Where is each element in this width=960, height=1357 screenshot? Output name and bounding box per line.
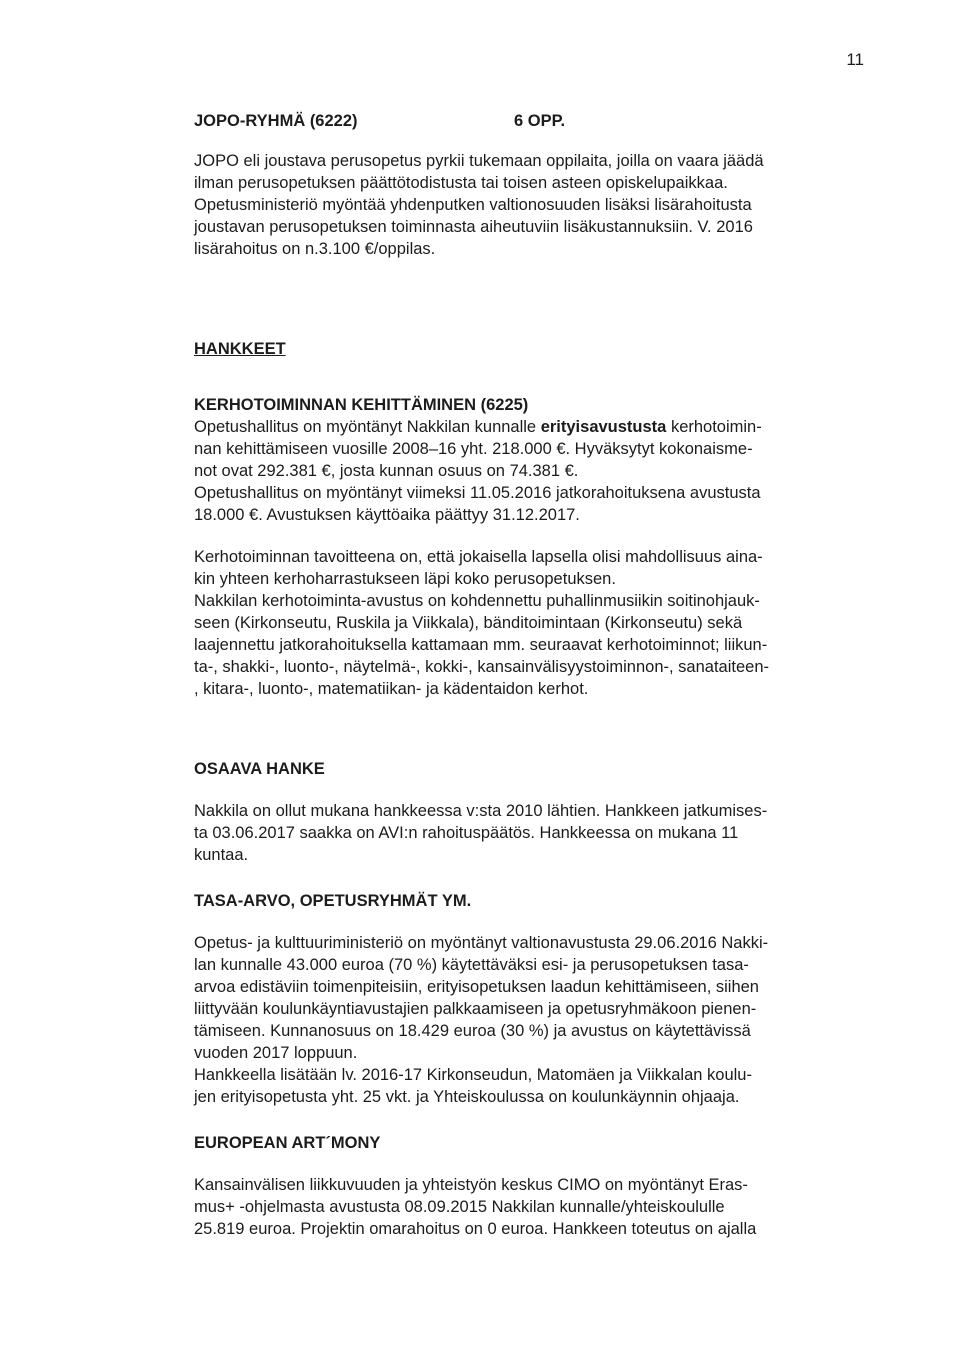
jopo-heading [194,110,870,132]
kerho-title: KERHOTOIMINNAN KEHITTÄMINEN (6225) [194,396,529,414]
hankkeet-heading: HANKKEET [194,340,286,358]
tasa-arvo-title: TASA-ARVO, OPETUSRYHMÄT YM. [194,892,472,910]
kerho-p1-start: Opetushallitus on myöntänyt Nakkilan kunnalle [194,418,541,436]
osaava-title: OSAAVA HANKE [194,760,325,778]
osaava-paragraph: Nakkila on ollut mukana hankkeessa v:sta 2010 lähtien. Hankkeen jatkumises- ta 03.06.2017 saakka on AVI:n rahoituspäätös. Hankkeessa on mukana 11 kuntaa. [194,802,768,864]
kerho-p1-bold: erityisavustusta [540,418,667,436]
page-number: 11 [846,50,864,69]
jopo-title: JOPO-RYHMÄ (6222) [194,112,358,130]
jopo-paragraph: JOPO eli joustava perusopetus pyrkii tukemaan oppilaita, joilla on vaara jäädä ilman perusopetuksen päättötodistusta tai toisen asteen opiskelupaikkaa. Opetusministeriö myöntää yhdenputken valtionosuuden lisäksi lisärahoitusta joustavan perusopetuksen toiminnasta aiheutuviin lisäkustannuksiin. V. 2016 lisärahoitus on n.3.100 €/oppilas. [194,152,764,258]
document-body [194,110,870,1240]
european-artmony-paragraph: Kansainvälisen liikkuvuuden ja yhteistyön keskus CIMO on myöntänyt Eras- mus+ -ohjelmasta avustusta 08.09.2015 Nakkilan kunnalle/yhteiskoululle 25.819 euroa. Projektin omarahoitus on 0 euroa. Hankkeen toteutus on ajalla [194,1176,757,1238]
kerho-p1-end: kerhotoimin- nan kehittämiseen vuosille 2008–16 yht. 218.000 €. Hyväksytyt kokonaisme- not ovat 292.381 €, josta kunnan osuus on 74.381 €. Opetushallitus on myöntänyt viimeksi 11.05.2016 jatkorahoituksena avustusta 18.000 €. Avustuksen käyttöaika päättyy 31.12.2017. [194,418,762,524]
kerho-paragraph-1 [194,416,870,526]
jopo-student-count: 6 OPP. [514,112,566,130]
european-artmony-title: EUROPEAN ART´MONY [194,1134,381,1152]
tasa-arvo-paragraph: Opetus- ja kulttuuriministeriö on myöntänyt valtionavustusta 29.06.2016 Nakki- lan kunnalle 43.000 euroa (70 %) käytettäväksi esi- ja perusopetuksen tasa- arvoa edistäviin toimenpiteisiin, erityisopetuksen laadun kehittämiseen, siihen liittyvään koulunkäyntiavustajien palkkaamiseen ja opetusryhmäkoon pienen- tämiseen. Kunnanosuus on 18.429 euroa (30 %) ja avustus on käytettävissä vuoden 2017 loppuun. Hankkeella lisätään lv. 2016-17 Kirkonseudun, Matomäen ja Viikkalan koulu- jen erityisopetusta yht. 25 vkt. ja Yhteiskoulussa on koulunkäynnin ohjaaja. [194,934,769,1106]
kerho-paragraph-2: Kerhotoiminnan tavoitteena on, että jokaisella lapsella olisi mahdollisuus aina- kin yhteen kerhoharrastukseen läpi koko perusopetuksen. Nakkilan kerhotoiminta-avustus on kohdennettu puhallinmusiikin soitinohjauk- seen (Kirkonseutu, Ruskila ja Viikkala), bänditoimintaan (Kirkonseutu) sekä laajennettu jatkorahoituksella kattamaan mm. seuraavat kerhotoiminnot; liikun- ta-, shakki-, luonto-, näytelmä-, kokki-, kansainvälisyystoiminnon-, sanataiteen- , kitara-, luonto-, matematiikan- ja kädentaidon kerhot. [194,548,769,698]
